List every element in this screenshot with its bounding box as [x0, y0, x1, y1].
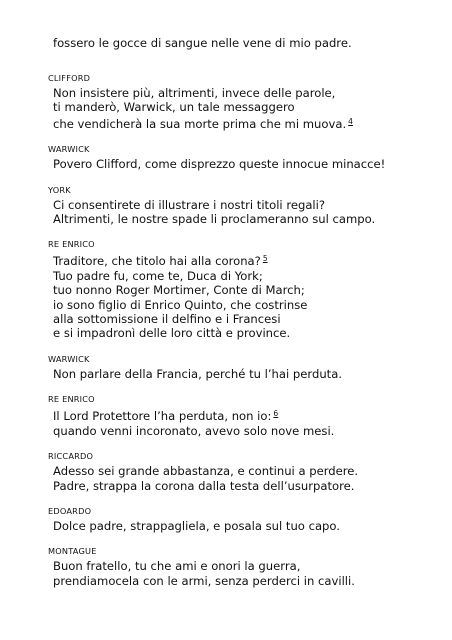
footnote-link[interactable]: 4	[348, 116, 353, 126]
footnote-link[interactable]: 6	[273, 409, 279, 419]
speaker-name: YORK	[48, 184, 71, 195]
verse-line	[53, 407, 452, 423]
verse-line	[53, 298, 452, 312]
speaker-name: CLIFFORD	[48, 73, 91, 83]
speech-lines	[48, 464, 452, 493]
verse-text: e si impadronì delle loro città e province.	[53, 326, 291, 341]
verse-line	[53, 100, 452, 114]
speech-block	[48, 239, 452, 340]
verse-line	[53, 424, 452, 438]
verse-line	[53, 367, 452, 381]
verse-line	[53, 115, 452, 131]
verse-text: che vendicherà la sua morte prima che mi muova.	[53, 116, 347, 131]
speech-block	[48, 73, 452, 131]
speech-block	[48, 354, 452, 381]
verse-text: Adesso sei grande abbastanza, e continui a perdere.	[53, 464, 359, 479]
verse-text: Tuo padre fu, come te, Duca di York;	[53, 268, 263, 283]
verse-text: Non insistere più, altrimenti, invece delle parole,	[53, 86, 336, 100]
verse-text: Altrimenti, le nostre spade li proclameranno sul campo.	[53, 212, 376, 227]
speaker-name: MONTAGUE	[48, 546, 97, 557]
verse-text: Traditore, che titolo hai alla corona?	[53, 254, 261, 269]
verse-line	[53, 86, 452, 100]
verse-line	[53, 574, 452, 588]
verse-line	[53, 269, 452, 283]
speech-lines	[48, 157, 452, 171]
verse-text: prendiamocela con le armi, senza perderci in cavilli.	[53, 573, 355, 588]
speaker-name: WARWICK	[48, 353, 90, 364]
verse-text: Povero Clifford, come disprezzo queste innocue minacce!	[53, 157, 386, 172]
verse-line	[53, 283, 452, 297]
speech-lines	[48, 407, 452, 438]
speech-block	[48, 185, 452, 227]
verse-text: Ci consentirete di illustrare i nostri titoli regali?	[53, 197, 326, 212]
speech-block	[48, 546, 452, 588]
speech-lines	[48, 252, 452, 340]
verse-line	[53, 464, 452, 478]
verse-text: alla sottomissione il delfino e i Francesi	[53, 312, 281, 327]
verse-text: Il Lord Protettore l’ha perduta, non io:	[53, 409, 272, 424]
speaker-name: RICCARDO	[48, 451, 94, 462]
verse-text: io sono figlio di Enrico Quinto, che costrinse	[53, 297, 308, 312]
footnote-link[interactable]: 5	[262, 254, 268, 264]
speech-lines	[48, 367, 452, 381]
verse-line	[53, 559, 452, 573]
verse-text: Padre, strappa la corona dalla testa dell’usurpatore.	[53, 478, 355, 493]
verse-line	[53, 312, 452, 326]
continuation-line: fossero le gocce di sangue nelle vene di mio padre.	[53, 36, 352, 50]
speaker-name: EDOARDO	[48, 505, 92, 516]
verse-text: Dolce padre, strappagliela, e posala sul tuo capo.	[53, 518, 340, 533]
verse-line	[53, 252, 452, 268]
verse-line	[53, 212, 452, 226]
verse-line	[53, 157, 452, 171]
speech-block	[48, 144, 452, 171]
speech-block	[48, 506, 452, 533]
verse-line	[53, 519, 452, 533]
speech-lines	[48, 198, 452, 227]
verse-line	[53, 326, 452, 340]
speaker-name: WARWICK	[48, 144, 90, 155]
verse-text: tuo nonno Roger Mortimer, Conte di March;	[53, 283, 305, 298]
speaker-name: RE ENRICO	[48, 394, 95, 405]
verse-text: ti manderò, Warwick, un tale messaggero	[53, 100, 295, 115]
speech-lines	[48, 559, 452, 588]
dialogue	[48, 73, 452, 588]
speech-lines	[48, 86, 452, 131]
verse-line	[53, 198, 452, 212]
speech-block	[48, 451, 452, 493]
verse-text: Buon fratello, tu che ami e onori la guerra,	[53, 559, 301, 574]
verse-text: Non parlare della Francia, perché tu l’hai perduta.	[53, 366, 343, 381]
speech-block	[48, 394, 452, 438]
speech-lines	[48, 519, 452, 533]
verse-text: quando venni incoronato, avevo solo nove mesi.	[53, 423, 335, 438]
verse-line	[53, 479, 452, 493]
speaker-name: RE ENRICO	[48, 239, 95, 250]
